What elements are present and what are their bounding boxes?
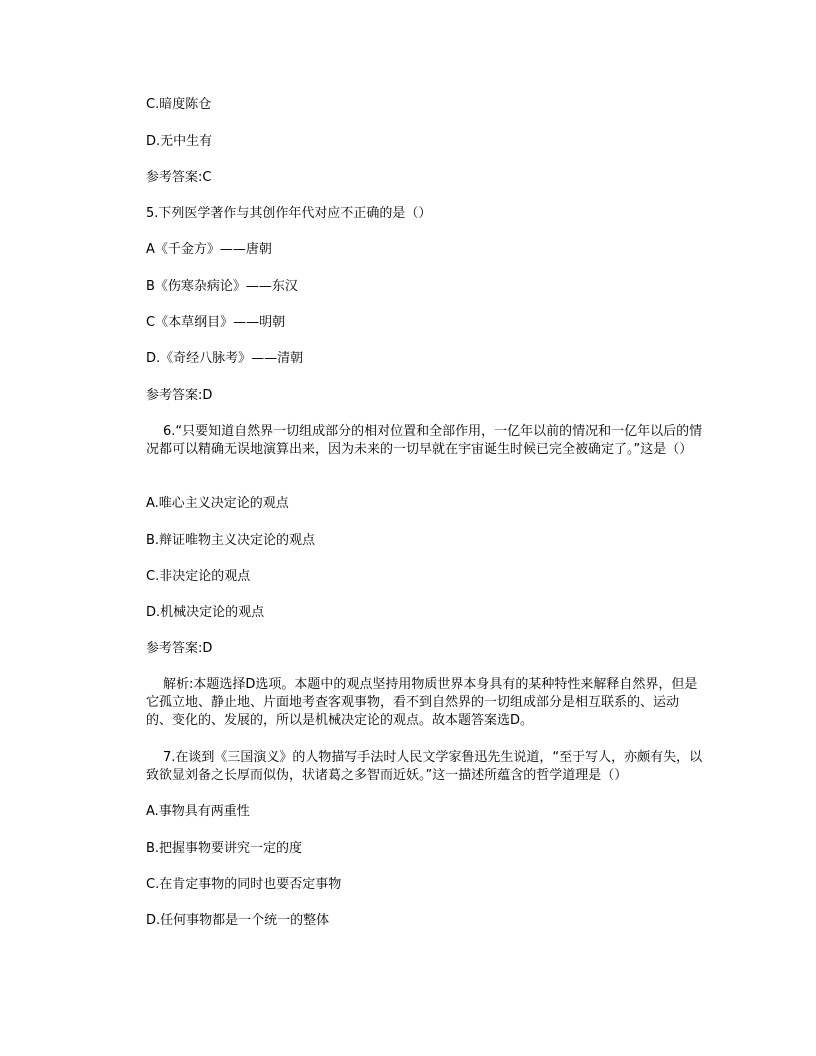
q5-option-b: B《伤寒杂病论》——东汉: [146, 279, 298, 294]
q5-option-c: C《本草纲目》——明朝: [146, 315, 286, 330]
q6-option-b: B.辩证唯物主义决定论的观点: [146, 533, 316, 548]
q4-option-d: D.无中生有: [146, 134, 213, 149]
q7-option-d: D.任何事物都是一个统一的整体: [146, 913, 330, 928]
q4-option-c: C.暗度陈仓: [146, 97, 212, 112]
q7-question: 7.在谈到《三国演义》的人物描写手法时人民文学家鲁迅先生说道，“至于写人，亦颇有失，以致欲显刘备之长厚而似伪，状诸葛之多智而近妖。”这一描述所蕴含的哲学道理是（）: [146, 750, 703, 783]
q6-option-c: C.非决定论的观点: [146, 569, 251, 584]
q4-answer: 参考答案:C: [146, 170, 212, 185]
q5-option-d: D.《奇经八脉考》——清朝: [146, 351, 304, 366]
q5-option-a: A《千金方》——唐朝: [146, 242, 272, 257]
q7-option-a: A.事物具有两重性: [146, 804, 250, 819]
q7-option-c: C.在肯定事物的同时也要否定事物: [146, 877, 342, 892]
q7-option-b: B.把握事物要讲究一定的度: [146, 841, 303, 856]
q6-option-a: A.唯心主义决定论的观点: [146, 496, 289, 511]
q6-option-d: D.机械决定论的观点: [146, 605, 265, 620]
q5-answer: 参考答案:D: [146, 388, 213, 403]
q6-question: 6.“只要知道自然界一切组成部分的相对位置和全部作用，一亿年以前的情况和一亿年以后的情况都可以精确无误地演算出来，因为未来的一切早就在宇宙诞生时候已完全被确定了。”这是（）: [146, 424, 703, 457]
q5-question: 5.下列医学著作与其创作年代对应不正确的是（）: [146, 206, 432, 221]
q6-analysis: 解析:本题选择D选项。本题中的观点坚持用物质世界本身具有的某种特性来解释自然界，但是它孤立地、静止地、片面地考查客观事物，看不到自然界的一切组成部分是相互联系的、运动的、变化的、发展的，所以是机械决定论的观点。故本题答案选D。: [146, 677, 698, 728]
q6-answer: 参考答案:D: [146, 641, 213, 656]
